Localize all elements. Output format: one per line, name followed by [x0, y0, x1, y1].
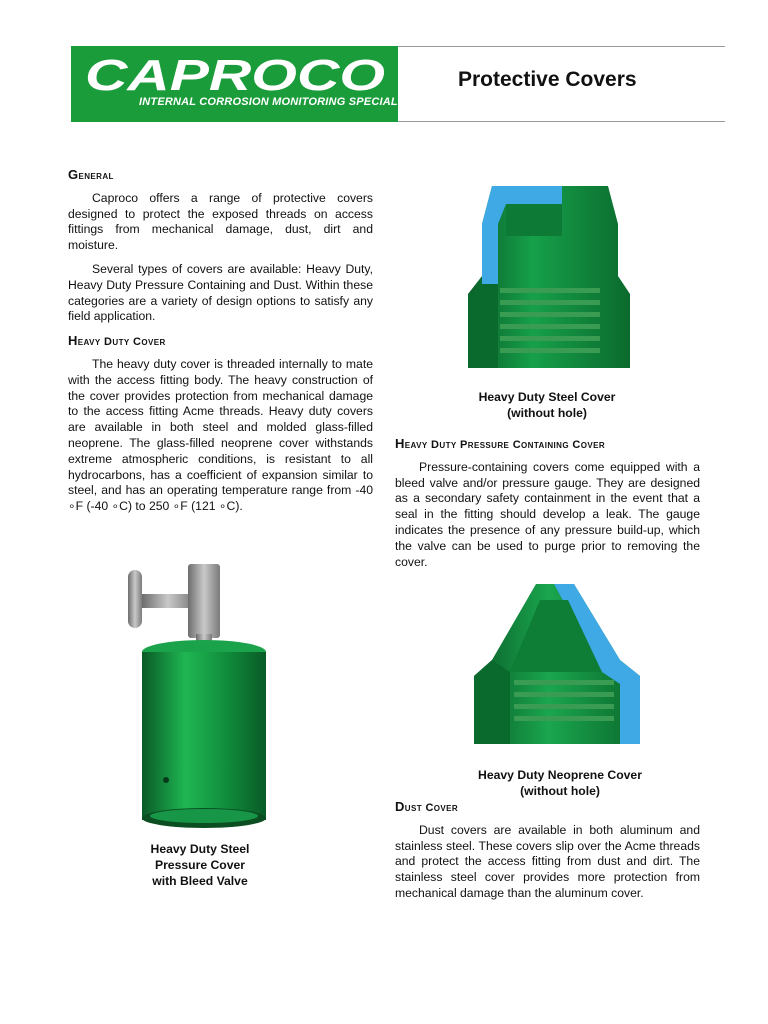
- pressure-cover-caption: [120, 841, 280, 889]
- steel-cover-caption-line1: Heavy Duty Steel Cover: [478, 390, 616, 404]
- page-title: Protective Covers: [458, 68, 637, 91]
- steel-cover-figure: [462, 176, 638, 376]
- left-column: [68, 167, 373, 523]
- svg-text:CAPROCO: CAPROCO: [85, 51, 385, 96]
- pressure-cover-figure: [120, 560, 276, 832]
- pressure-cover-caption-line3: with Bleed Valve: [152, 874, 248, 888]
- steel-cover-caption: [447, 389, 647, 421]
- caproco-logo: [71, 46, 424, 122]
- pressure-section: [395, 436, 700, 578]
- neoprene-cover-caption-line2: (without hole): [520, 784, 600, 798]
- pressure-containing-paragraph: Pressure-containing covers come equipped with a bleed valve and/or pressure gauge. They are designed as a secondary safety containment in the event that a seal in the fitting should develop a leak. The gauge indicates the presence of any pressure build-up, which the valve can be used to purge prior to removing the cover.: [395, 459, 700, 569]
- header-rule-top: [398, 46, 725, 47]
- header-rule-bottom: [398, 121, 725, 122]
- logo-tagline: INTERNAL CORROSION MONITORING SPECIALISTS: [139, 96, 424, 108]
- section-heading-dust: Dust Cover: [395, 799, 459, 814]
- general-paragraph-1: Caproco offers a range of protective covers designed to protect the exposed threads on access fittings from mechanical damage, dust, dirt and moisture.: [68, 190, 373, 253]
- neoprene-cover-figure: [470, 580, 646, 750]
- neoprene-cover-caption: [450, 767, 670, 799]
- logo-wordmark: [81, 50, 391, 96]
- section-heading-general: General: [68, 167, 114, 182]
- heavy-duty-paragraph: The heavy duty cover is threaded internally to mate with the access fitting body. The heavy construction of the cover provides protection from mechanical damage to the access fitting Acme threads. Heavy duty covers are available in both steel and molded glass-filled neoprene. The glass-filled neoprene cover withstands extreme atmospheric conditions, is resistant to all hydrocarbons, has a coefficient of expansion similar to steel, and has an operating temperature range from -40 ∘F (-40 ∘C) to 250 ∘F (121 ∘C).: [68, 356, 373, 514]
- dust-paragraph: Dust covers are available in both aluminum and stainless steel. These covers slip over the Acme threads and protect the access fitting from dust and dirt. The stainless steel cover provides more protection from mechanical damage than the aluminum cover.: [395, 822, 700, 900]
- pressure-cover-caption-line1: Heavy Duty Steel: [150, 842, 250, 856]
- section-heading-heavy-duty: Heavy Duty Cover: [68, 333, 166, 349]
- steel-cover-caption-line2: (without hole): [507, 406, 587, 420]
- neoprene-cover-caption-line1: Heavy Duty Neoprene Cover: [478, 768, 642, 782]
- section-heading-pressure-containing: Heavy Duty Pressure Containing Cover: [395, 436, 606, 451]
- dust-section: [395, 799, 700, 910]
- general-paragraph-2: Several types of covers are available: Heavy Duty, Heavy Duty Pressure Containing and Dust. Within these categories are a variety of design options to satisfy any field application.: [68, 261, 373, 324]
- pressure-cover-caption-line2: Pressure Cover: [154, 858, 246, 872]
